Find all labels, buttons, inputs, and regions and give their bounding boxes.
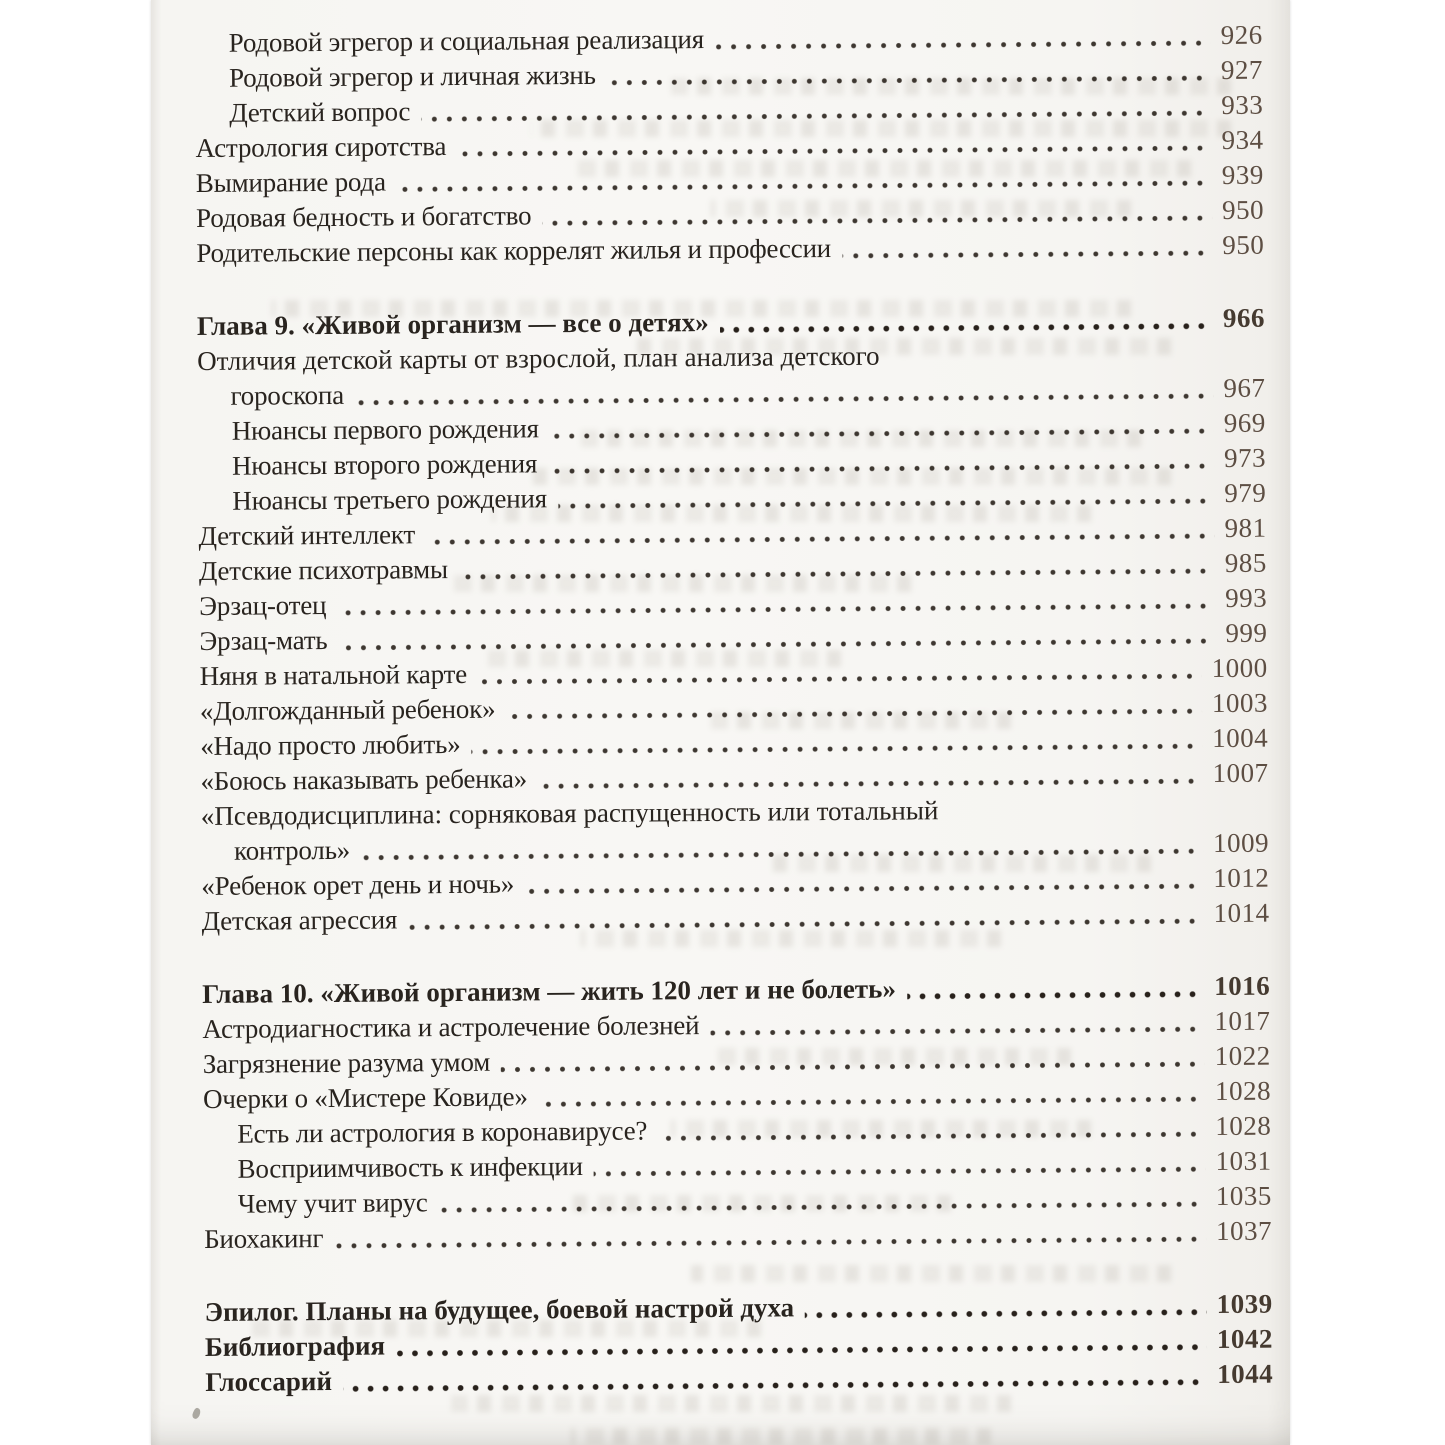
dot-leader xyxy=(355,393,1214,406)
toc-entry-title: Эрзац-отец xyxy=(199,590,327,622)
toc-entry-title: Эрзац-мать xyxy=(199,624,328,657)
toc-entry-title: Глава 10. «Живой организм — жить 120 лет и не болеть» xyxy=(202,973,897,1009)
toc-entry-title: Нюансы первого рождения xyxy=(231,413,539,446)
page-number: 973 xyxy=(1223,442,1267,473)
toc-entry-row xyxy=(204,1214,1272,1257)
toc-entry-title: контроль» xyxy=(233,834,351,866)
page-number: 927 xyxy=(1220,54,1264,85)
toc-chapter-row xyxy=(205,1357,1273,1400)
toc-entry-row xyxy=(201,791,1270,869)
dot-leader xyxy=(478,673,1202,685)
toc-entry-title: Вымирание рода xyxy=(195,166,386,199)
page-number: 1044 xyxy=(1217,1358,1274,1390)
table-of-contents xyxy=(195,18,1274,1400)
dot-leader xyxy=(408,918,1203,930)
dot-leader xyxy=(506,708,1202,719)
dot-leader xyxy=(439,1201,1206,1213)
toc-entry-title: Библиография xyxy=(204,1330,386,1362)
dot-leader xyxy=(525,883,1203,894)
toc-entry-title: «Боюсь наказывать ребенка» xyxy=(200,763,528,796)
dot-leader xyxy=(339,638,1216,651)
toc-entry-title: Родовой эгрегор и личная жизнь xyxy=(228,59,596,93)
toc-entry-row xyxy=(196,228,1264,271)
dot-leader xyxy=(396,1344,1207,1356)
page-number: 1004 xyxy=(1212,722,1269,754)
page-number: 966 xyxy=(1222,302,1266,333)
page-number: 1028 xyxy=(1215,1110,1272,1142)
toc-entry-title: Детский интеллект xyxy=(198,519,416,552)
toc-entry-title: гороскопа xyxy=(230,379,345,411)
dot-leader xyxy=(421,110,1211,122)
toc-entry-title: Астрология сиротства xyxy=(195,131,447,164)
toc-entry-title: Астродиагностика и астролечение болезней xyxy=(202,1010,700,1044)
page-number: 933 xyxy=(1221,89,1264,120)
toc-entry-first-line: Отличия детской карты от взрослой, план анализа детского xyxy=(197,340,880,377)
page-number: 934 xyxy=(1221,124,1264,155)
dot-leader xyxy=(558,498,1214,509)
dot-leader xyxy=(501,1061,1205,1073)
page-number: 999 xyxy=(1225,617,1268,648)
page-number: 1022 xyxy=(1214,1040,1271,1072)
toc-entry-title: Нюансы второго рождения xyxy=(231,448,538,481)
dot-leader xyxy=(715,40,1211,50)
page-number: 1012 xyxy=(1213,862,1270,894)
toc-entry-title: Детский вопрос xyxy=(229,96,411,128)
page-number: 1028 xyxy=(1214,1075,1272,1107)
dot-leader xyxy=(337,603,1215,616)
toc-entry-title: Родовая бедность и богатство xyxy=(195,200,532,234)
dot-leader xyxy=(472,743,1203,755)
dot-leader xyxy=(907,991,1204,999)
dot-leader xyxy=(548,463,1214,474)
page-number: 967 xyxy=(1223,372,1266,403)
dot-leader xyxy=(805,1309,1207,1318)
page-number: 985 xyxy=(1224,547,1267,578)
dot-leader xyxy=(539,1096,1205,1107)
dot-leader xyxy=(550,428,1214,439)
dot-leader xyxy=(426,533,1215,545)
toc-entry-title: Чему учит вирус xyxy=(237,1187,428,1219)
toc-entry-title: Очерки о «Мистере Ковиде» xyxy=(202,1081,528,1114)
toc-entry-title: Няня в натальной карте xyxy=(199,658,468,692)
dot-leader xyxy=(457,145,1211,157)
toc-entry-title: Глоссарий xyxy=(205,1365,333,1397)
page-number: 1037 xyxy=(1215,1215,1273,1247)
toc-entry-title: Детские психотравмы xyxy=(198,554,448,587)
toc-entry-title: Биохакинг xyxy=(204,1223,324,1254)
page-number: 1007 xyxy=(1212,757,1269,789)
toc-entry-title: «Ребенок орет день и ночь» xyxy=(201,868,515,901)
page-number: 1014 xyxy=(1213,897,1270,929)
page-number: 1016 xyxy=(1214,970,1271,1002)
page-number: 1017 xyxy=(1214,1005,1271,1037)
toc-entry-title: Загрязнение разума умом xyxy=(202,1046,491,1079)
dot-leader xyxy=(710,1026,1204,1036)
toc-entry-row xyxy=(202,896,1270,939)
toc-entry-title: Восприимчивость к инфекции xyxy=(237,1151,583,1184)
page-number: 1000 xyxy=(1211,652,1268,684)
dot-leader xyxy=(720,323,1213,333)
toc-entry-title: Нюансы третьего рождения xyxy=(232,483,548,516)
page-number: 1031 xyxy=(1215,1145,1272,1177)
page-number: 1042 xyxy=(1216,1323,1274,1355)
page-number: 993 xyxy=(1225,582,1268,613)
page-number: 981 xyxy=(1224,512,1267,543)
bleed-through-ghost-line xyxy=(451,1395,1011,1412)
toc-entry-title: Эпилог. Планы на будущее, боевой настрой духа xyxy=(204,1292,795,1327)
toc-entry-row xyxy=(197,336,1266,414)
dot-leader xyxy=(397,180,1212,192)
page-number: 979 xyxy=(1224,477,1267,508)
book-page xyxy=(151,0,1290,1445)
dot-leader xyxy=(334,1236,1206,1249)
dot-leader xyxy=(538,778,1203,789)
dot-leader xyxy=(594,1166,1206,1177)
page-number: 950 xyxy=(1221,194,1265,225)
page-speck xyxy=(191,1407,202,1420)
dot-leader xyxy=(459,568,1215,580)
page-number: 1035 xyxy=(1215,1180,1272,1212)
toc-entry-title: Родовой эгрегор и социальная реализация xyxy=(228,24,705,58)
dot-leader xyxy=(607,75,1211,86)
toc-entry-title: «Надо просто любить» xyxy=(200,728,461,761)
dot-leader xyxy=(658,1131,1205,1141)
toc-entry-title: Есть ли астрология в коронавирусе? xyxy=(237,1115,648,1149)
page-number: 950 xyxy=(1222,229,1265,260)
toc-entry-title: «Долгожданный ребенок» xyxy=(199,693,496,726)
bleed-through-ghost-line xyxy=(571,1428,991,1445)
dot-leader xyxy=(361,848,1203,861)
page-number: 969 xyxy=(1223,407,1266,438)
dot-leader xyxy=(542,215,1212,226)
page-number: 1003 xyxy=(1211,687,1269,719)
page-number: 926 xyxy=(1220,19,1263,50)
toc-entry-title: Родительские персоны как коррелят жилья и профессии xyxy=(196,233,832,269)
page-number: 1039 xyxy=(1216,1288,1273,1320)
toc-entry-title: Детская агрессия xyxy=(201,904,398,936)
toc-entry-first-line: «Псевдодисциплина: сорняковая распущенность или тотальный xyxy=(200,795,939,831)
dot-leader xyxy=(343,1379,1207,1392)
toc-entry-title: Глава 9. «Живой организм — все о детях» xyxy=(196,306,709,342)
page-number: 939 xyxy=(1221,159,1264,190)
dot-leader xyxy=(842,250,1212,259)
page-number: 1009 xyxy=(1212,827,1270,859)
